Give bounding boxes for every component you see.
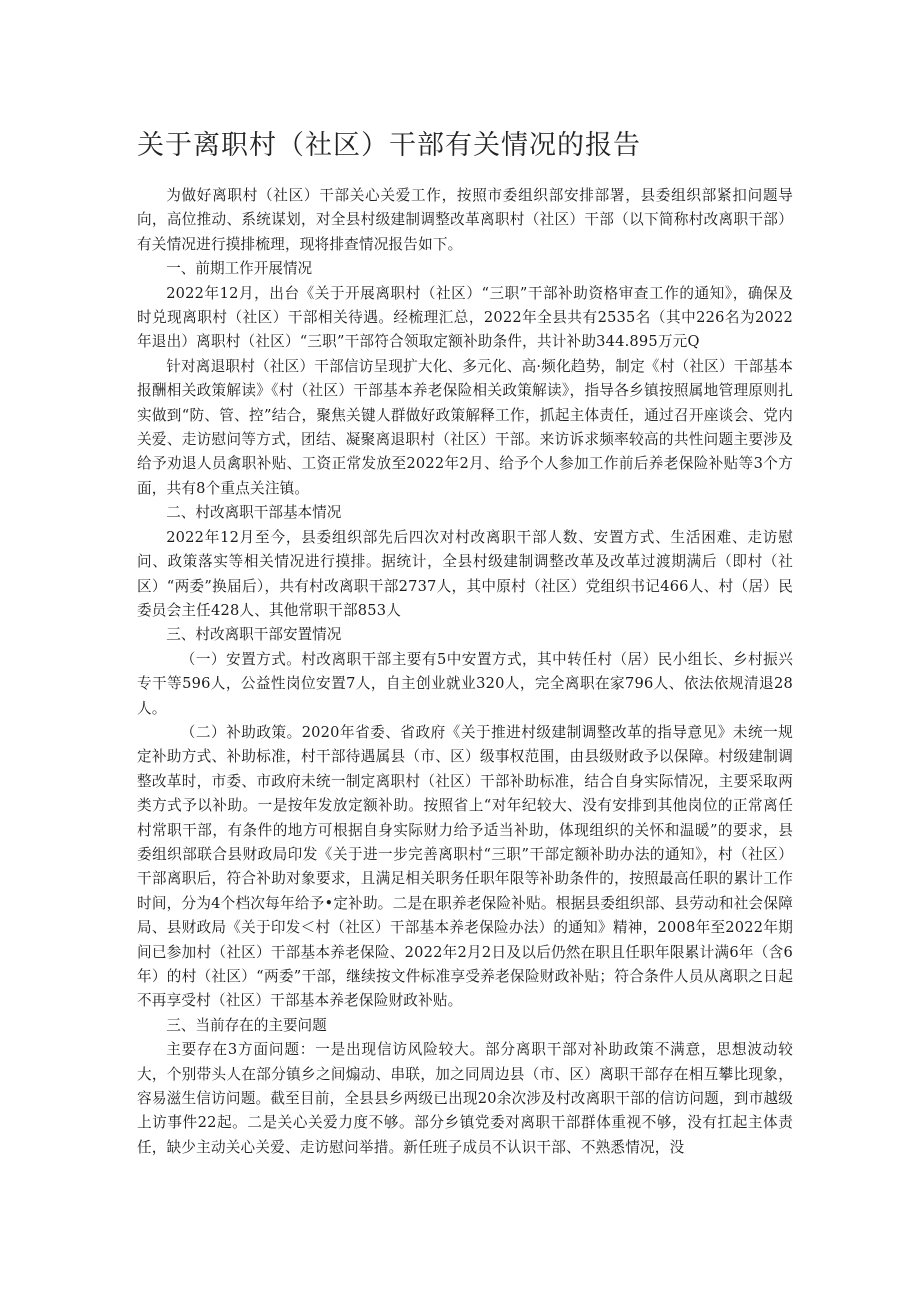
section-heading-1: 一、前期工作开展情况	[166, 260, 313, 278]
paragraph-subsidy-policy: （二）补助政策。2020年省委、省政府《关于推进村级建制调整改革的指导意见》未统一规定补助方式、补助标准，村干部待遇属县（市、区）级事权范围，由县级财政予以保障。村级建制调整改革时，市委、市政府未统一制定离职村（社区）干部补助标准，结合自身实际情况，主要采取两类方式予以补助。一是按年发放定额补助。按照省上“对年纪较大、没有安排到其他岗位的正常离任村常职干部，有条件的地方可根据自身实际财力给予适当补助，体现组织的关怀和温暖”的要求，县委组织部联合县财政局印发《关于进一步完善离职村“三职”干部定额补助办法的通知》，村（社区）干部离职后，符合补助对象要求，且满足相关职务任职年限等补助条件的，按照最高任职的累计工作时间，分为4个档次每年给予•定补助。二是在职养老保险补贴。根据县委组织部、县劳动和社会保障局、县财政局《关于印发＜村（社区）干部基本养老保险办法）的通知》精神，2008年至2022年期间已参加村（社区）干部基本养老保险、2022年2月2日及以后仍然在职且任职年限累计满6年（含6年）的村（社区）“两委”干部，继续按文件标准享受养老保险财政补贴；符合条件人员从离职之日起不再享受村（社区）干部基本养老保险财政补贴。	[137, 723, 793, 1010]
document-page	[137, 126, 793, 1160]
paragraph-notice-2022: 2022年12月，出台《关于开展离职村（社区）“三职”干部补助资格审查工作的通知》，确保及时兑现离职村（社区）干部相关待遇。经梳理汇总，2022年全县共有2535名（其中226名为2022年退出）离职村（社区）“三职”干部符合领取定额补助条件，共计补助344.895万元Q	[137, 284, 793, 351]
section-heading-2: 二、村改离职干部基本情况	[166, 504, 342, 522]
paragraph-petition-trends: 针对离退职村（社区）干部信访呈现扩大化、多元化、高·频化趋势，制定《村（社区）干部基本报酬相关政策解读》《村（社区）干部基本养老保险相关政策解读》，指导各乡镇按照属地管理原则扎实做到“防、管、控”结合，聚焦关键人群做好政策解释工作，抓起主体责任，通过召开座谈会、党内关爱、走访慰问等方式，团结、凝聚离退职村（社区）干部。来访诉求频率较高的共性问题主要涉及给予劝退人员禽职补贴、工资正常发放至2022年2月、给予个人参加工作前后养老保险补贴等3个方面，共有8个重点关注镇。	[137, 357, 793, 497]
document-title: 关于离职村（社区）干部有关情况的报告	[137, 130, 641, 161]
section-heading-3: 三、村改离职干部安置情况	[166, 626, 342, 644]
intro-paragraph: 为做好离职村（社区）干部关心关爱工作，按照市委组织部安排部署，县委组织部紧扣问题导向，高位推动、系统谋划，对全县村级建制调整改革离职村（社区）干部（以下简称村改离职干部）有关情况进行摸排梳理，现将排查情况报告如下。	[137, 187, 793, 253]
section-heading-4: 三、当前存在的主要问题	[166, 1016, 327, 1034]
paragraph-placement-methods: （一）安置方式。村改离职干部主要有5中安置方式，其中转任村（居）民小组长、乡村振兴专干等596人，公益性岗位安置7人，自主创业就业320人，完全离职在家796人、依法依规清退28人。	[137, 650, 793, 717]
paragraph-main-problems: 主要存在3方面问题：一是出现信访风险较大。部分离职干部对补助政策不满意，思想波动较大，个别带头人在部分镇乡之间煽动、串联，加之同周边县（市、区）离职干部存在相互攀比现象，容易滋生信访问题。截至目前，全县县乡两级已出现20余次涉及村改离职干部的信访问题，到市越级上访事件22起。二是关心关爱力度不够。部分乡镇党委对离职干部群体重视不够，没有扛起主体责任，缺少主动关心关爱、走访慰问举措。新任班子成员不认识干部、不熟悉情况，没	[137, 1041, 793, 1156]
paragraph-basic-statistics: 2022年12月至今，县委组织部先后四次对村改离职干部人数、安置方式、生活困难、走访慰问、政策落实等相关情况进行摸排。据统计，全县村级建制调整改革及改革过渡期满后（即村（社区）“两委”换届后），共有村改离职干部2737人，其中原村（社区）党组织书记466人、村（居）民委员会主任428人、其他常职干部853人	[137, 528, 793, 619]
